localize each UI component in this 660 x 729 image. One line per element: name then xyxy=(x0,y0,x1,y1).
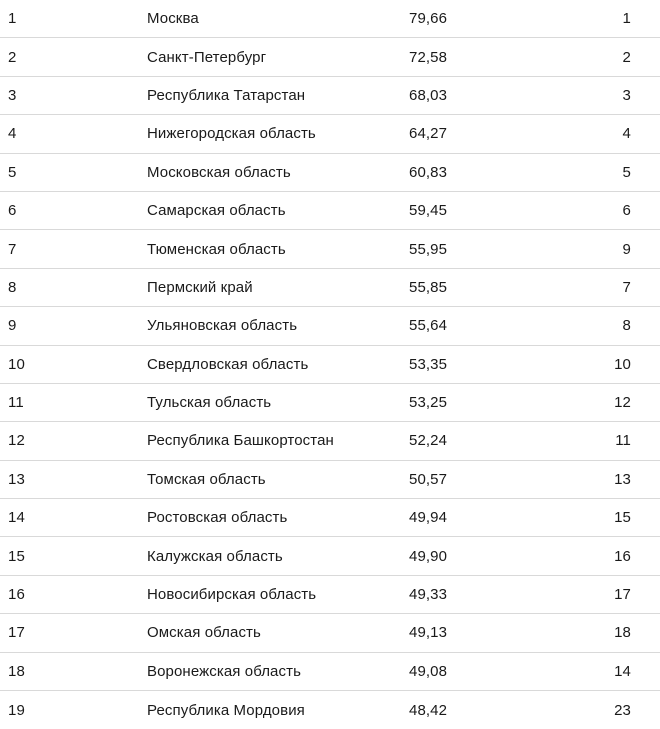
region-cell: Ульяновская область xyxy=(147,317,298,335)
rank-cell: 15 xyxy=(8,547,25,565)
previous-rank-cell: 3 xyxy=(622,86,631,104)
score-cell: 49,94 xyxy=(409,509,448,527)
score-cell: 49,13 xyxy=(409,624,448,642)
region-cell: Томская область xyxy=(147,470,266,488)
score-cell: 64,27 xyxy=(409,125,448,143)
region-cell: Республика Башкортостан xyxy=(147,432,334,450)
rank-cell: 3 xyxy=(8,86,17,104)
region-cell: Воронежская область xyxy=(147,662,301,680)
previous-rank-cell: 12 xyxy=(614,394,631,412)
previous-rank-cell: 4 xyxy=(622,125,631,143)
score-cell: 79,66 xyxy=(409,10,448,28)
rank-cell: 19 xyxy=(8,701,25,719)
region-cell: Свердловская область xyxy=(147,355,309,373)
previous-rank-cell: 8 xyxy=(622,317,631,335)
rank-cell: 13 xyxy=(8,470,25,488)
previous-rank-cell: 11 xyxy=(615,432,631,450)
rank-cell: 18 xyxy=(8,662,25,680)
score-cell: 49,90 xyxy=(409,547,448,565)
rank-cell: 8 xyxy=(8,278,17,296)
table-row xyxy=(0,384,660,422)
previous-rank-cell: 6 xyxy=(622,202,631,220)
score-cell: 52,24 xyxy=(409,432,448,450)
previous-rank-cell: 15 xyxy=(614,509,631,527)
previous-rank-cell: 7 xyxy=(622,278,631,296)
previous-rank-cell: 23 xyxy=(614,701,631,719)
score-cell: 59,45 xyxy=(409,202,448,220)
rank-cell: 16 xyxy=(8,586,25,604)
table-row xyxy=(0,192,660,230)
rank-cell: 12 xyxy=(8,432,25,450)
rank-cell: 6 xyxy=(8,202,17,220)
table-row xyxy=(0,422,660,460)
table-row xyxy=(0,499,660,537)
rank-cell: 9 xyxy=(8,317,17,335)
table-row xyxy=(0,269,660,307)
score-cell: 68,03 xyxy=(409,86,448,104)
region-cell: Республика Татарстан xyxy=(147,86,306,104)
score-cell: 50,57 xyxy=(409,470,448,488)
previous-rank-cell: 5 xyxy=(622,163,631,181)
score-cell: 53,35 xyxy=(409,355,448,373)
rank-cell: 2 xyxy=(8,48,17,66)
score-cell: 60,83 xyxy=(409,163,448,181)
region-cell: Омская область xyxy=(147,624,261,642)
table-row xyxy=(0,576,660,614)
region-cell: Санкт-Петербург xyxy=(147,48,267,66)
previous-rank-cell: 2 xyxy=(622,48,631,66)
score-cell: 53,25 xyxy=(409,394,448,412)
rank-cell: 11 xyxy=(8,394,24,412)
score-cell: 49,08 xyxy=(409,662,448,680)
region-cell: Ростовская область xyxy=(147,509,288,527)
table-row xyxy=(0,77,660,115)
previous-rank-cell: 18 xyxy=(614,624,631,642)
score-cell: 48,42 xyxy=(409,701,448,719)
previous-rank-cell: 16 xyxy=(614,547,631,565)
region-cell: Новосибирская область xyxy=(147,586,317,604)
score-cell: 55,85 xyxy=(409,278,448,296)
table-row xyxy=(0,230,660,268)
region-cell: Республика Мордовия xyxy=(147,701,305,719)
region-cell: Калужская область xyxy=(147,547,283,565)
rank-cell: 7 xyxy=(8,240,17,258)
previous-rank-cell: 10 xyxy=(614,355,631,373)
region-cell: Московская область xyxy=(147,163,291,181)
rank-cell: 1 xyxy=(8,10,17,28)
score-cell: 55,64 xyxy=(409,317,448,335)
table-row xyxy=(0,115,660,153)
rank-cell: 4 xyxy=(8,125,17,143)
previous-rank-cell: 1 xyxy=(622,10,631,28)
score-cell: 55,95 xyxy=(409,240,448,258)
table-row xyxy=(0,537,660,575)
score-cell: 49,33 xyxy=(409,586,448,604)
previous-rank-cell: 17 xyxy=(614,586,631,604)
table-row xyxy=(0,691,660,729)
region-cell: Нижегородская область xyxy=(147,125,316,143)
region-cell: Пермский край xyxy=(147,278,253,296)
previous-rank-cell: 13 xyxy=(614,470,631,488)
table-row xyxy=(0,307,660,345)
rank-cell: 10 xyxy=(8,355,25,373)
previous-rank-cell: 9 xyxy=(622,240,631,258)
table-row xyxy=(0,653,660,691)
rank-cell: 5 xyxy=(8,163,17,181)
table-row xyxy=(0,38,660,76)
previous-rank-cell: 14 xyxy=(614,662,631,680)
table-row xyxy=(0,461,660,499)
region-cell: Тульская область xyxy=(147,394,272,412)
score-cell: 72,58 xyxy=(409,48,448,66)
table-row xyxy=(0,614,660,652)
table-row xyxy=(0,346,660,384)
region-cell: Самарская область xyxy=(147,202,286,220)
table-row xyxy=(0,0,660,38)
region-cell: Москва xyxy=(147,10,199,28)
table-row xyxy=(0,154,660,192)
region-cell: Тюменская область xyxy=(147,240,286,258)
rank-cell: 17 xyxy=(8,624,25,642)
rank-cell: 14 xyxy=(8,509,25,527)
